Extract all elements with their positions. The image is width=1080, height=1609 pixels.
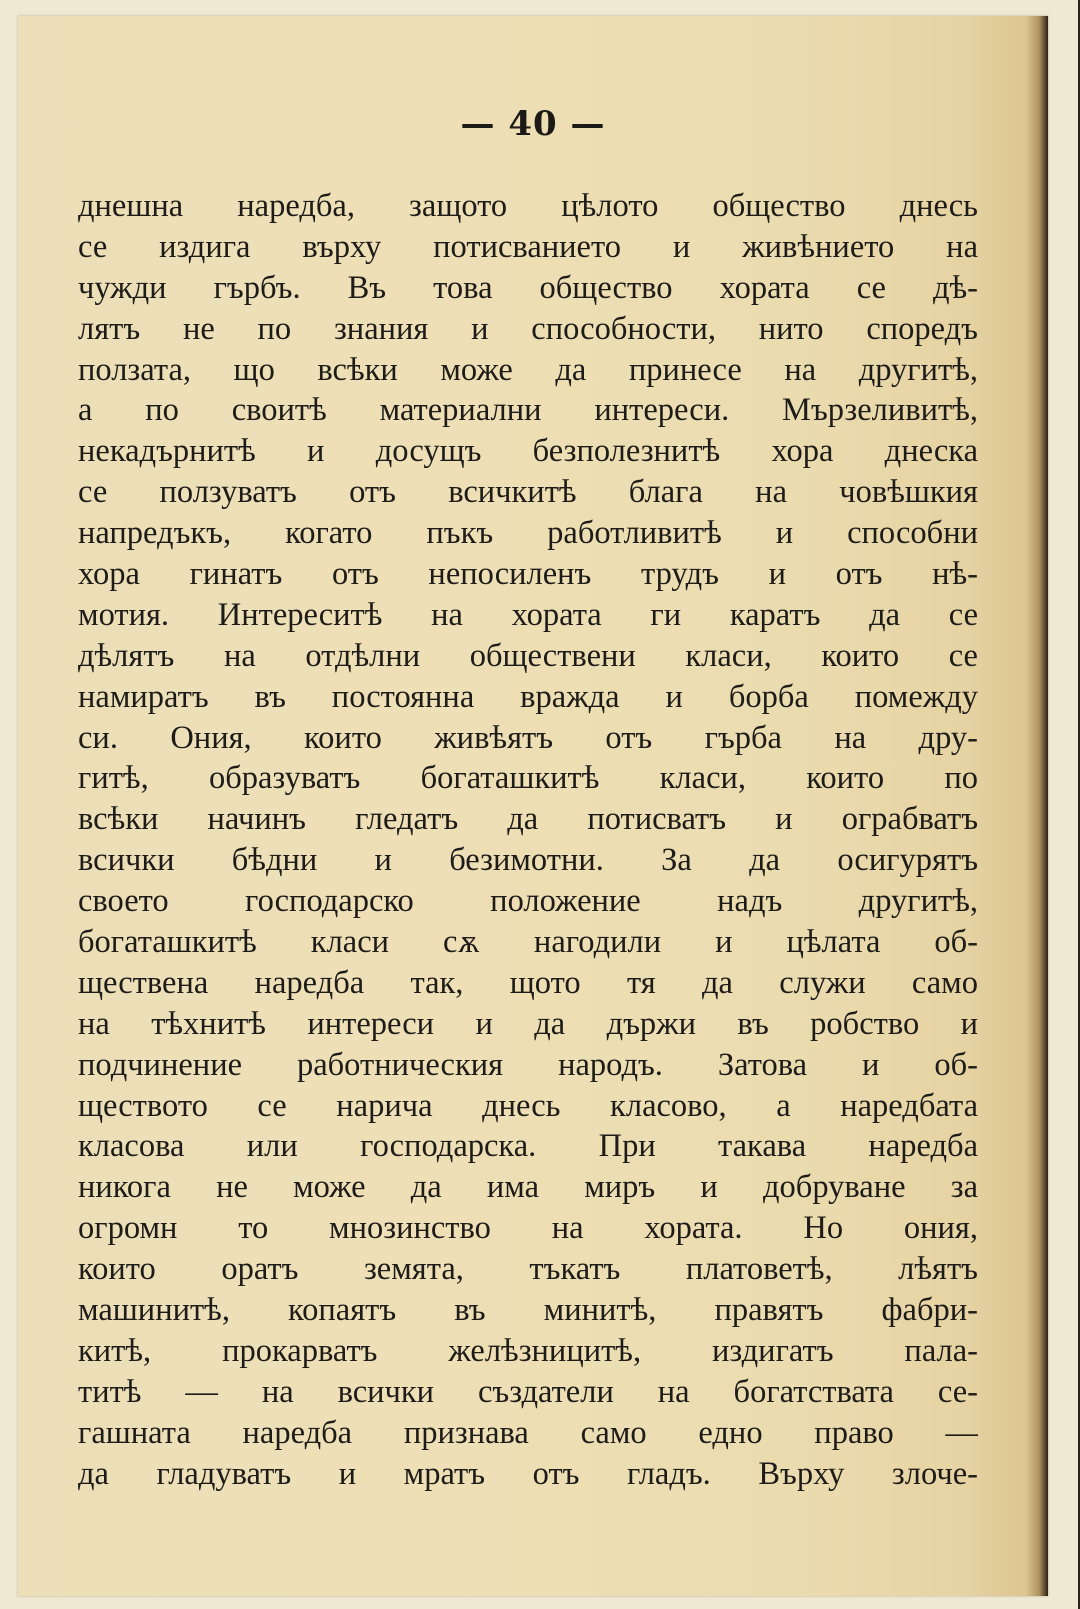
text-line: намиратъ въ постоянна вражда и борба помежду [78, 678, 978, 715]
text-line: чужди гърбъ. Въ това общество хората се дѣ- [78, 269, 978, 306]
text-line: ползата, що всѣки може да принесе на другитѣ, [78, 351, 978, 388]
body-text [78, 186, 978, 1495]
text-line: титѣ — на всички създатели на богатствата се- [78, 1373, 978, 1410]
text-line: си. Ония, които живѣятъ отъ гърба на дру- [78, 719, 978, 756]
text-line: всѣки начинъ гледатъ да потисватъ и ограбватъ [78, 801, 978, 838]
text-line: китѣ, прокарватъ желѣзницитѣ, издигатъ пала- [78, 1332, 978, 1369]
text-line: своето господарско положение надъ другитѣ, [78, 883, 978, 920]
text-line: гитѣ, образуватъ богаташкитѣ класи, които по [78, 760, 978, 797]
text-line: никога не може да има миръ и добруване за [78, 1169, 978, 1206]
text-line: се ползуватъ отъ всичкитѣ блага на човѣшкия [78, 474, 978, 511]
binding-shadow [1026, 16, 1048, 1596]
text-line: лятъ не по знания и способности, нито споредъ [78, 310, 978, 347]
text-line: които оратъ земята, тъкатъ платоветѣ, лѣятъ [78, 1251, 978, 1288]
text-line: дѣлятъ на отдѣлни обществени класи, които се [78, 637, 978, 674]
text-line: ществена наредба так, щото тя да служи само [78, 964, 978, 1001]
text-line: напредъкъ, когато пъкъ работливитѣ и способни [78, 515, 978, 552]
text-line: се издига върху потисванието и живѣнието на [78, 228, 978, 265]
text-line: гашната наредба признава само едно право — [78, 1414, 978, 1451]
text-line: машинитѣ, копаятъ въ минитѣ, правятъ фабри- [78, 1292, 978, 1329]
paper-sheet [18, 16, 1048, 1596]
text-line: а по своитѣ материални интереси. Мързеливитѣ, [78, 392, 978, 429]
text-line: днешна наредба, защото цѣлото общество днесь [78, 188, 978, 224]
page-number: — 40 — [460, 104, 606, 144]
text-line: хора гинатъ отъ непосиленъ трудъ и отъ нѣ- [78, 556, 978, 593]
text-line: ществото се нарича днесь класово, а наредбата [78, 1087, 978, 1124]
text-line: класова или господарска. При такава наредба [78, 1128, 978, 1165]
text-line: некадърнитѣ и досущъ безполезнитѣ хора днеска [78, 433, 978, 470]
text-line: да гладуватъ и мратъ отъ гладъ. Върху злоче- [78, 1455, 978, 1492]
text-line: на тѣхнитѣ интереси и да държи въ робство и [78, 1005, 978, 1042]
text-line: подчинение работническия народъ. Затова и об- [78, 1046, 978, 1083]
text-line: мотия. Интереситѣ на хората ги каратъ да се [78, 596, 978, 633]
text-line: огромн то мнозинство на хората. Но ония, [78, 1210, 978, 1247]
text-line: богаташкитѣ класи сѫ нагодили и цѣлата об- [78, 924, 978, 961]
text-line: всички бѣдни и безимотни. За да осигурятъ [78, 842, 978, 879]
